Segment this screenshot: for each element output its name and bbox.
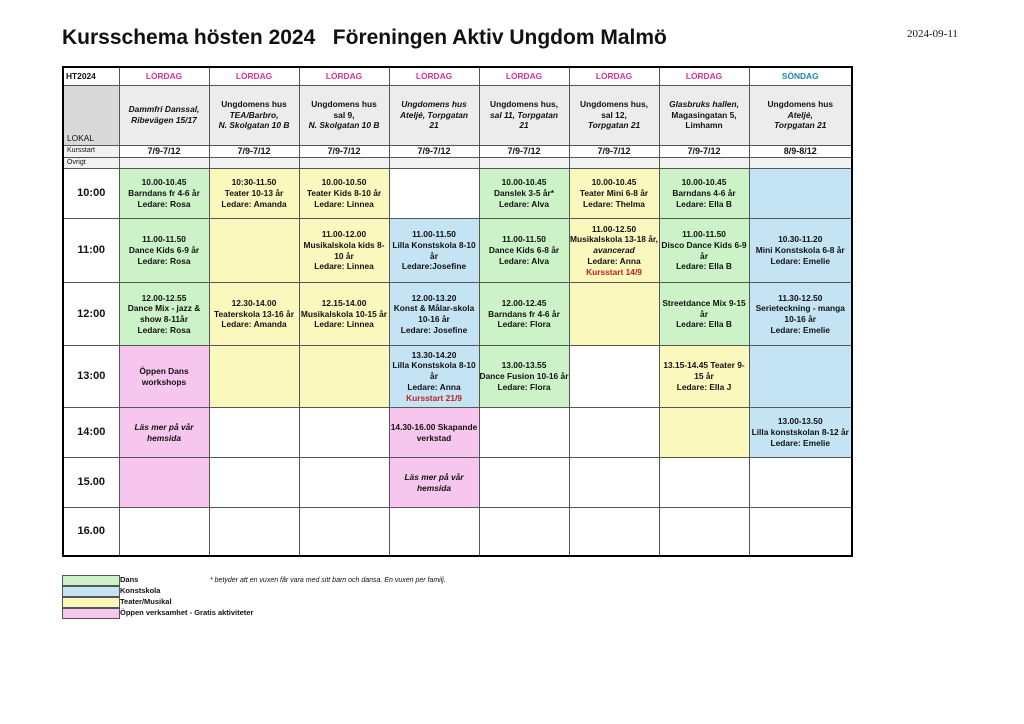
class-time: 12.00-12.55 [141,292,187,303]
class-time: 10.00-10.45 [681,177,727,188]
class-name: Dance Mix - jazz & show 8-11år [127,303,201,325]
class-name: Lilla Konstskola 8-10 år [392,360,476,382]
empty-cell [479,458,569,508]
empty-cell [569,158,659,169]
empty-cell [299,158,389,169]
empty-cell [299,508,389,556]
location-cell [569,85,659,145]
class-time: 11.00-11.50 [412,229,456,240]
location-cell [749,85,852,145]
class-name: Serieteckning - manga 10-16 år [755,303,845,325]
empty-cell [209,219,299,283]
legend-swatch [62,575,120,586]
class-name: Mini Konstskola 6-8 år [755,245,845,256]
class-name: Teater Mini 6-8 år [579,188,649,199]
class-leader: Ledare: Josefine [400,324,468,335]
class-leader: Ledare: Rosa [137,255,191,266]
class-cell [119,346,209,408]
legend-label: Teater/Musikal [120,597,172,606]
footnote: * betyder att en vuxen får vara med sitt barn och dansa. En vuxen per familj. [210,577,446,584]
class-cell [119,408,209,458]
empty-cell [569,346,659,408]
empty-cell [209,346,299,408]
kursstart-label: Kursstart [63,145,119,158]
class-name: Musikalskola 10-15 år [300,308,388,319]
class-leader: Ledare: Linnea [314,198,374,209]
kursstart-cell: 7/9-7/12 [389,145,479,158]
class-time: 10.00-10.45 [501,177,547,188]
empty-cell [299,346,389,408]
class-time: 13.30-14.20 [411,349,457,360]
class-cell [479,219,569,283]
empty-cell [119,458,209,508]
day-header: LÖRDAG [389,67,479,85]
time-row [63,458,852,508]
empty-cell [299,408,389,458]
ovrigt-label: Övrigt [63,158,119,169]
class-name: 13.15-14.45 Teater 9-15 år [663,360,745,382]
class-name: Disco Dance Kids 6-9 år [661,239,747,261]
class-time: 10.00-10.45 [591,177,637,188]
kursstart-cell: 7/9-7/12 [569,145,659,158]
class-name: Barndans fr 4-6 år [488,308,560,319]
location-line: Torpgatan 21 [587,120,641,131]
class-cell [659,346,749,408]
class-name: Dance Kids 6-8 år [488,245,560,256]
legend-label: Dans [120,575,139,584]
time-label: 14:00 [63,408,119,458]
class-name: 14.30-16.00 Skapande verkstad [390,421,478,443]
class-leader: Ledare: Flora [497,319,551,330]
class-leader: Ledare: Amanda [221,198,287,209]
class-leader: Ledare: Flora [497,381,551,392]
location-line: sal 9, [333,109,355,120]
time-row [63,408,852,458]
class-name: Lilla Konstskola 8-10 år [392,239,476,261]
class-name: Öppen Dans workshops [139,365,189,387]
empty-cell [119,158,209,169]
page-title: Kursschema hösten 2024 Föreningen Aktiv Ungdom Malmö [62,26,667,49]
day-header: SÖNDAG [749,67,852,85]
time-label: 11:00 [63,219,119,283]
class-leader: Ledare: Anna [407,381,461,392]
time-row [63,283,852,346]
class-cell [749,219,852,283]
day-header: LÖRDAG [659,67,749,85]
empty-cell [749,458,852,508]
class-cell [569,219,659,283]
class-leader: Ledare: Amanda [221,319,287,330]
class-cell [389,219,479,283]
class-leader: Ledare: Alva [499,255,549,266]
class-cell [389,283,479,346]
class-name: Dance Fusion 10-16 år [479,371,569,382]
empty-cell [659,408,749,458]
class-time: 11.00-11.50 [142,234,186,245]
course-start-note: Kursstart 14/9 [586,266,642,277]
empty-cell [209,158,299,169]
kursstart-cell: 8/9-8/12 [749,145,852,158]
empty-cell [299,458,389,508]
location-line: Ateljé, Torpgatan [399,109,469,120]
class-time: 10.30-11.20 [778,234,823,245]
lokal-label: LOKAL [63,85,119,145]
class-cell [119,169,209,219]
location-line: Torpgatan 21 [774,120,827,131]
class-leader: Ledare: Linnea [314,319,374,330]
class-cell [659,283,749,346]
empty-cell [749,158,852,169]
day-header: LÖRDAG [119,67,209,85]
class-cell [479,283,569,346]
empty-cell [749,169,852,219]
time-row [63,219,852,283]
location-line: Magasingatan 5, [671,109,737,120]
class-time: 13.00-13.50 [777,416,823,427]
class-level: avancerad [593,245,635,256]
info-text: Läs mer på vår hemsida [134,421,194,443]
class-name: Streetdance Mix 9-15 år [662,297,746,319]
ovrigt-row [63,158,852,169]
class-name: Lilla konstskolan 8-12 år [751,427,849,438]
class-time: 11.30-12.50 [778,292,823,303]
class-leader: Ledare: Rosa [137,198,191,209]
class-time: 11.00-12.50 [591,223,637,234]
class-leader: Ledare:Josefine [401,261,467,272]
class-leader: Ledare: Ella B [676,319,732,330]
class-leader: Ledare: Ella B [676,198,732,209]
empty-cell [479,408,569,458]
class-cell [389,458,479,508]
info-text: Läs mer på vår hemsida [404,471,464,493]
class-cell [659,219,749,283]
class-cell [299,169,389,219]
time-label: 12:00 [63,283,119,346]
class-time: 13.00-13.55 [501,360,547,371]
empty-cell [659,458,749,508]
empty-cell [479,508,569,556]
day-header: LÖRDAG [299,67,389,85]
time-row [63,346,852,408]
document-date: 2024-09-11 [907,28,958,40]
empty-cell [389,158,479,169]
course-start-note: Kursstart 21/9 [406,392,462,403]
class-cell [389,346,479,408]
kursstart-cell: 7/9-7/12 [209,145,299,158]
empty-cell [569,458,659,508]
class-name: Barndans 4-6 år [672,188,736,199]
location-cell [299,85,389,145]
class-leader: Ledare: Emelie [770,255,831,266]
location-line: N. Skolgatan 10 B [308,120,380,131]
legend-label: Öppen verksamhet - Gratis aktiviteter [120,608,254,617]
class-time: 10.00-10.50 [321,177,367,188]
location-line: Limhamn [685,120,723,131]
class-time: 10:30-11.50 [231,177,277,188]
class-time: 11.00-11.50 [682,229,726,240]
day-header: LÖRDAG [479,67,569,85]
day-header-row [63,67,852,85]
class-name: Musikalskola kids 8-10 år [303,239,385,261]
class-cell [749,408,852,458]
class-leader: Ledare: Thelma [583,198,645,209]
location-line: sal 11, Torpgatan [490,109,558,120]
schedule-table [62,66,853,557]
class-leader: Ledare: Ella J [676,381,732,392]
kursstart-row [63,145,852,158]
location-cell [209,85,299,145]
class-cell [479,169,569,219]
kursstart-cell: 7/9-7/12 [299,145,389,158]
class-leader: Ledare: Rosa [137,324,191,335]
class-name: Teater Kids 8-10 år [306,188,382,199]
class-time: 12.00-13.20 [411,292,457,303]
class-cell [119,219,209,283]
class-cell [569,169,659,219]
class-name: Konst & Målar-skola 10-16 år [393,303,475,325]
time-label: 15.00 [63,458,119,508]
empty-cell [479,158,569,169]
class-leader: Ledare: Alva [499,198,549,209]
time-label: 16.00 [63,508,119,556]
class-cell [119,283,209,346]
location-line: N. Skolgatan 10 B [218,120,290,131]
empty-cell [749,346,852,408]
location-line: Ungdomens hus [401,98,467,109]
location-line: TEA/Barbro, [229,109,279,120]
location-line: Ungdomens hus, [580,98,648,109]
class-time: 12.00-12.45 [501,297,547,308]
location-cell [479,85,569,145]
class-time: 11.00-11.50 [502,234,546,245]
empty-cell [659,508,749,556]
location-line: Dammfri Danssal, [128,104,200,115]
legend-swatch [62,586,120,597]
empty-cell [209,508,299,556]
class-leader: Ledare: Linnea [314,261,374,272]
class-cell [209,169,299,219]
day-header: LÖRDAG [569,67,659,85]
empty-cell [209,458,299,508]
empty-cell [389,508,479,556]
time-label: 13:00 [63,346,119,408]
location-line: 21 [429,120,439,131]
class-time: 11.00-12.00 [321,229,367,240]
class-name: Barndans fr 4-6 år [128,188,200,199]
class-cell [659,169,749,219]
location-line: Ateljé, [787,109,813,120]
empty-cell [119,508,209,556]
class-name: Dance Kids 6-9 år [128,245,200,256]
location-line: Glasbruks hallen, [669,98,739,109]
time-row [63,169,852,219]
class-time: 12.30-14.00 [231,297,277,308]
kursstart-cell: 7/9-7/12 [119,145,209,158]
location-line: Ungdomens hus [767,98,834,109]
class-leader: Ledare: Emelie [770,324,831,335]
class-name: Teater 10-13 år [224,188,284,199]
class-leader: Ledare: Anna [587,255,641,266]
day-header: LÖRDAG [209,67,299,85]
location-line: Ungdomens hus [221,98,287,109]
location-row [63,85,852,145]
class-cell [389,408,479,458]
empty-cell [389,169,479,219]
kursstart-cell: 7/9-7/12 [479,145,569,158]
location-cell [119,85,209,145]
kursstart-cell: 7/9-7/12 [659,145,749,158]
empty-cell [209,408,299,458]
class-name: Teaterskola 13-16 år [214,308,294,319]
location-cell [389,85,479,145]
class-name: Danslek 3-5 år* [493,188,555,199]
class-cell [299,219,389,283]
term-label: HT2024 [63,67,119,85]
class-leader: Ledare: Emelie [770,437,831,448]
class-cell [749,283,852,346]
class-leader: Ledare: Ella B [676,261,732,272]
empty-cell [569,508,659,556]
legend-swatch [62,597,120,608]
empty-cell [569,283,659,346]
location-cell [659,85,749,145]
empty-cell [659,158,749,169]
class-cell [209,283,299,346]
class-time: 12.15-14.00 [321,297,367,308]
class-cell [479,346,569,408]
class-time: 10.00-10.45 [141,177,187,188]
empty-cell [749,508,852,556]
time-label: 10:00 [63,169,119,219]
legend-swatch [62,608,120,619]
class-cell [299,283,389,346]
location-line: Ungdomens hus [311,98,377,109]
location-line: Ungdomens hus, [490,98,558,109]
time-row [63,508,852,556]
empty-cell [569,408,659,458]
legend-label: Konstskola [120,586,161,595]
location-line: Ribevägen 15/17 [131,115,197,125]
location-line: sal 12, [601,109,627,120]
location-line: 21 [519,120,529,131]
class-name: Musikalskola 13-18 år, [570,234,658,245]
